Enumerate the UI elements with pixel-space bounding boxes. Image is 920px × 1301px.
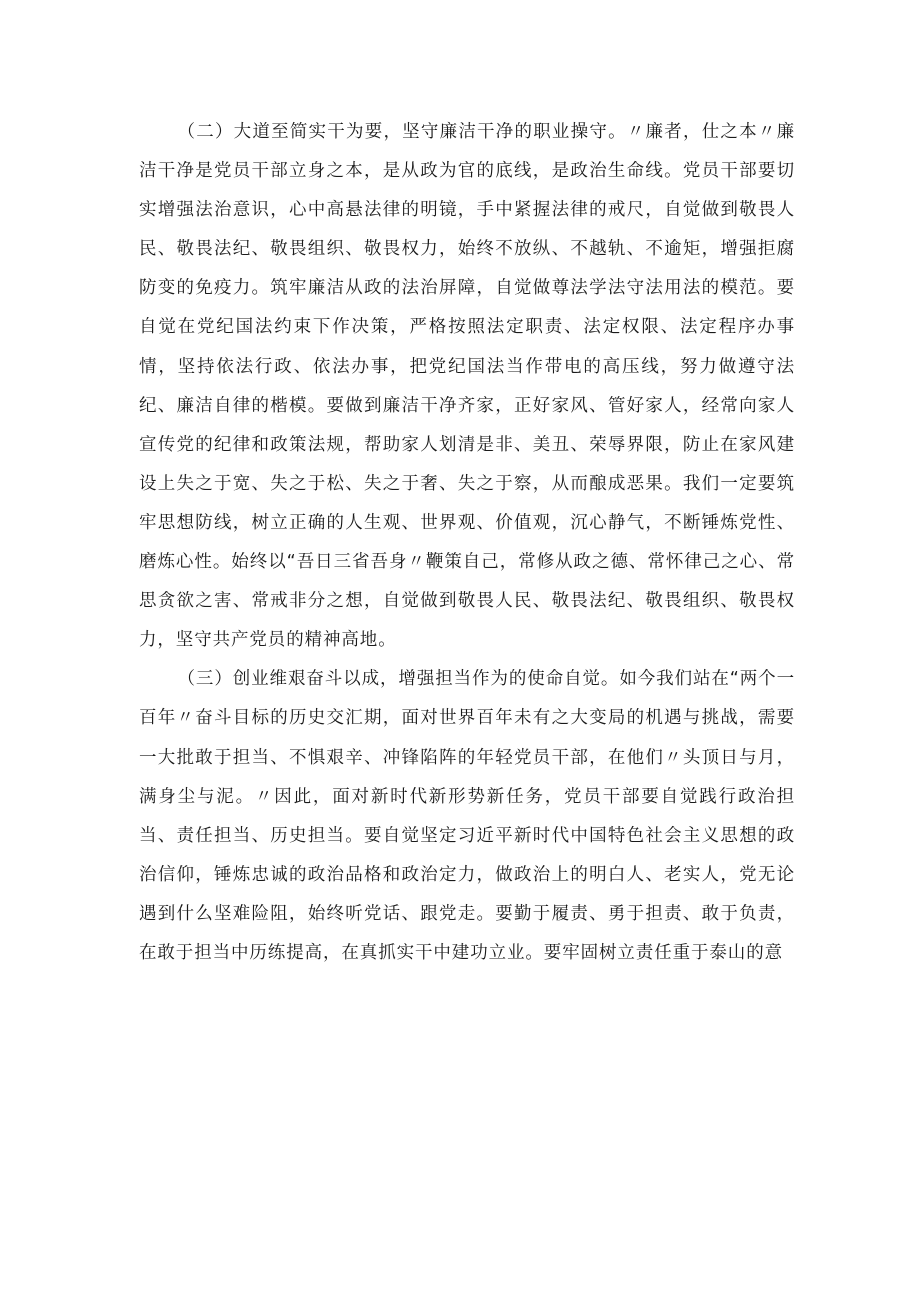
paragraph-section-two: （二）大道至简实干为要，坚守廉洁干净的职业操守。〃廉者，仕之本〃廉洁干净是党员干部立身之本，是从政为官的底线，是政治生命线。党员干部要切实增强法治意识，心中高悬法律的明镜，手中紧握法律的戒尺，自觉做到敬畏人民、敬畏法纪、敬畏组织、敬畏权力，始终不放纵、不越轨、不逾矩，增强拒腐防变的免疫力。筑牢廉洁从政的法治屏障，自觉做尊法学法守法用法的模范。要自觉在党纪国法约束下作决策，严格按照法定职责、法定权限、法定程序办事情，坚持依法行政、依法办事，把党纪国法当作带电的高压线，努力做遵守法纪、廉洁自律的楷模。要做到廉洁干净齐家，正好家风、管好家人，经常向家人宣传党的纪律和政策法规，帮助家人划清是非、美丑、荣辱界限，防止在家风建设上失之于宽、失之于松、失之于奢、失之于察，从而酿成恶果。我们一定要筑牢思想防线，树立正确的人生观、世界观、价值观，沉心静气，不断锤炼党性、磨炼心性。始终以“吾日三省吾身〃鞭策自己，常修从政之德、常怀律己之心、常思贪欲之害、常戒非分之想，自觉做到敬畏人民、敬畏法纪、敬畏组织、敬畏权力，坚守共产党员的精神高地。 (139, 122, 795, 651)
paragraph-section-three: （三）创业维艰奋斗以成，增强担当作为的使命自觉。如今我们站在“两个一百年〃奋斗目标的历史交汇期，面对世界百年未有之大变局的机遇与挑战，需要一大批敢于担当、不惧艰辛、冲锋陷阵的年轻党员干部，在他们〃头顶日与月，满身尘与泥。〃因此，面对新时代新形势新任务，党员干部要自觉践行政治担当、责任担当、历史担当。要自觉坚定习近平新时代中国特色社会主义思想的政治信仰，锤炼忠诚的政治品格和政治定力，做政治上的明白人、老实人，党无论遇到什么坚难险阻，始终听党话、跟党走。要勤于履责、勇于担责、敢于负责，在敢于担当中历练提高，在真抓实干中建功立业。要牢固树立责任重于泰山的意 (139, 669, 795, 963)
document-body (139, 113, 795, 973)
